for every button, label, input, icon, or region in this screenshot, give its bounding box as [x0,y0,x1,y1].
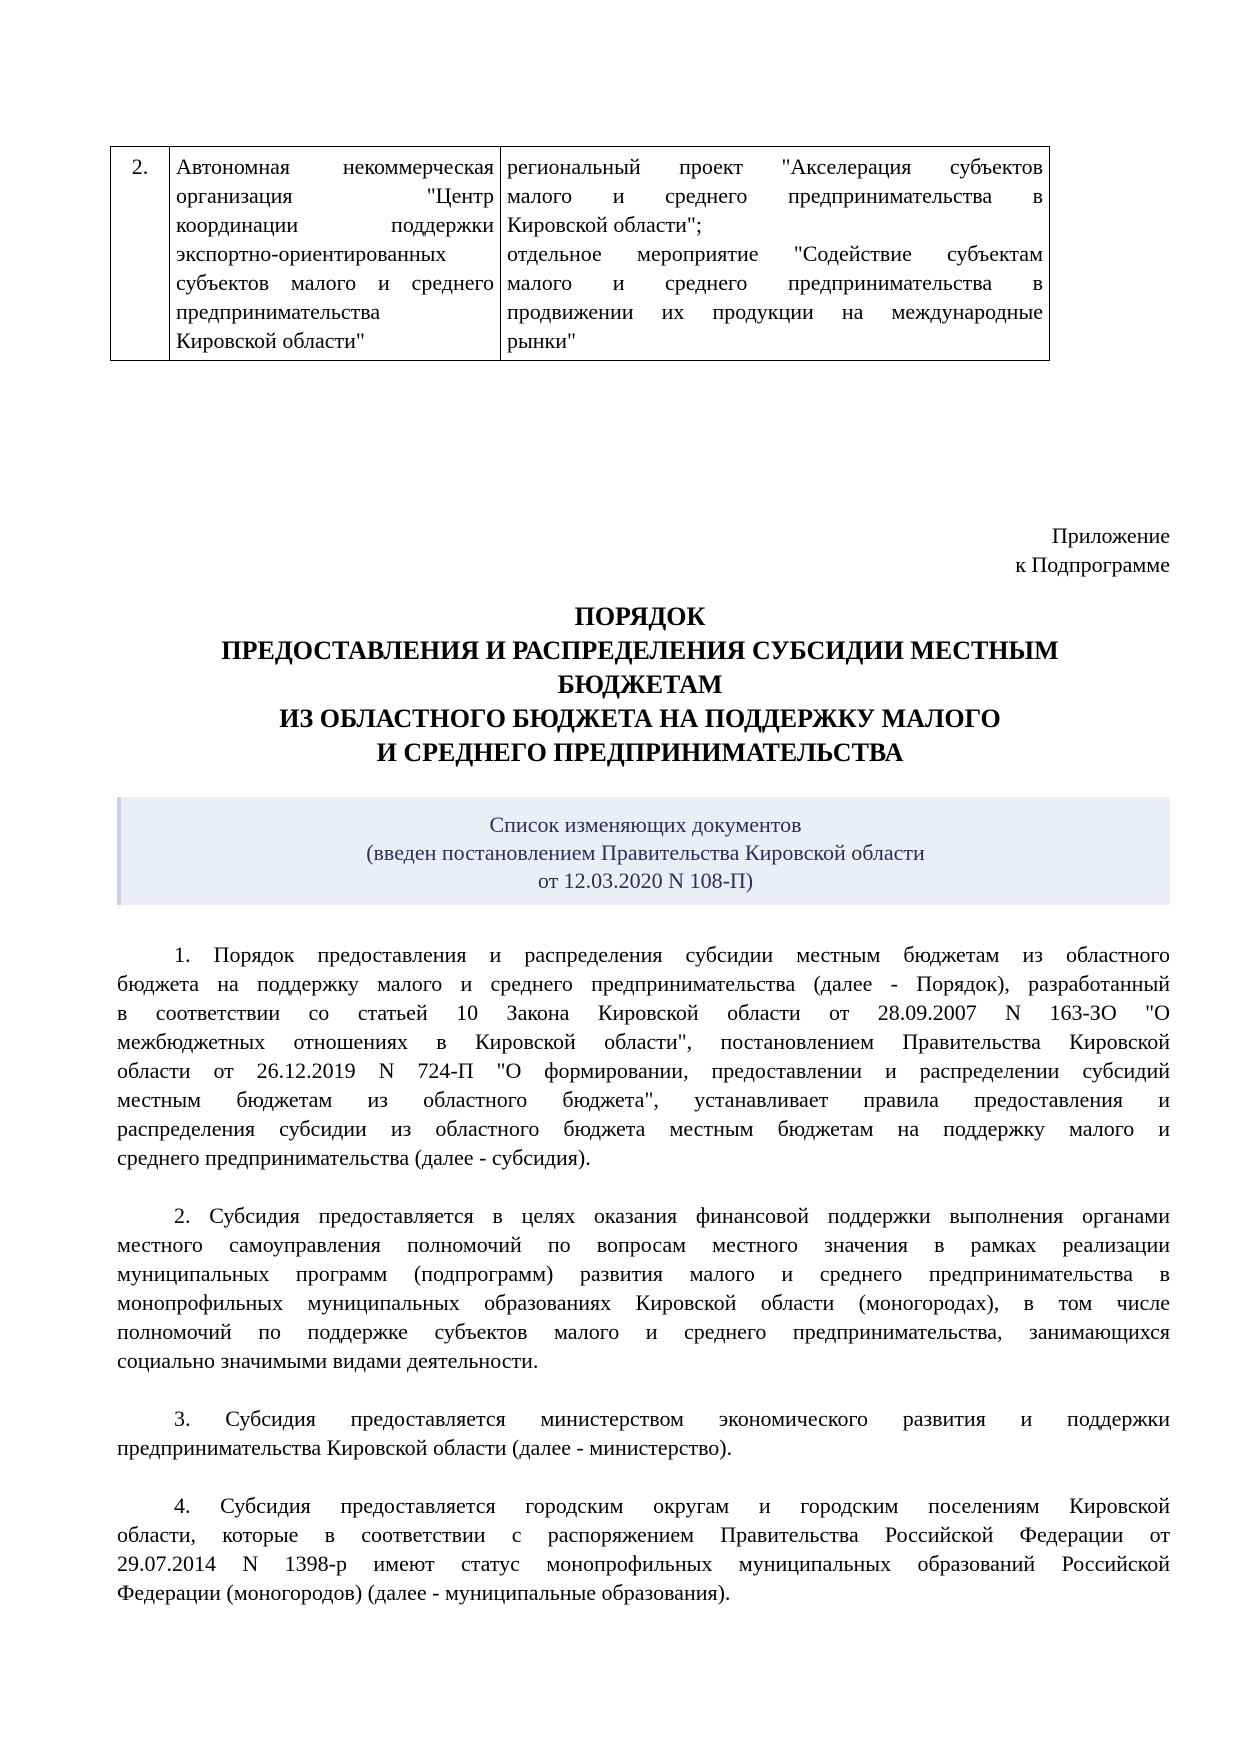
title-line: БЮДЖЕТАМ [557,670,723,699]
paragraph-line: распределения субсидии из областного бюджета местным бюджетам на поддержку малого и [117,1116,1170,1141]
title-line: ПРЕДОСТАВЛЕНИЯ И РАСПРЕДЕЛЕНИЯ СУБСИДИИ МЕСТНЫМ [221,636,1059,665]
project-line: продвижении их продукции на международные [507,299,1043,324]
paragraph-line: местным бюджетам из областного бюджета", устанавливает правила предоставления и [117,1087,1170,1112]
paragraph-1 [117,940,1170,1172]
organization-line: организация "Центр [176,183,494,208]
project-line: отдельное мероприятие "Содействие субъектам [507,241,1043,266]
project-line: рынки" [507,328,576,353]
paragraph-line: социально значимыми видами деятельности. [117,1348,539,1373]
amendments-box [117,797,1170,905]
project-line: Кировской области"; [507,212,702,237]
paragraph-line: бюджета на поддержку малого и среднего предпринимательства (далее - Порядок), разработанный [117,971,1170,996]
paragraph-line: области от 26.12.2019 N 724-П "О формировании, предоставлении и распределении субсидий [117,1058,1170,1083]
program-table [110,146,1050,361]
paragraph-line: 2. Субсидия предоставляется в целях оказания финансовой поддержки выполнения органами [174,1203,1170,1228]
appendix-line: к Подпрограмме [1015,552,1170,577]
project-line: малого и среднего предпринимательства в [507,270,1043,295]
document-title [110,600,1170,770]
paragraph-line: области, которые в соответствии с распоряжением Правительства Российской Федерации от [117,1522,1170,1547]
project-cell [501,147,1050,361]
paragraph-line: местного самоуправления полномочий по вопросам местного значения в рамках реализации [117,1232,1170,1257]
title-line: И СРЕДНЕГО ПРЕДПРИНИМАТЕЛЬСТВА [376,738,904,767]
table-row [111,147,1050,361]
paragraph-line: полномочий по поддержке субъектов малого и среднего предпринимательства, занимающихся [117,1319,1170,1344]
appendix-line: Приложение [1051,523,1170,548]
title-line: ПОРЯДОК [574,602,706,631]
paragraph-line: Федерации (моногородов) (далее - муниципальные образования). [117,1580,731,1605]
title-line: ИЗ ОБЛАСТНОГО БЮДЖЕТА НА ПОДДЕРЖКУ МАЛОГО [279,704,1001,733]
project-line: региональный проект "Акселерация субъектов [507,154,1043,179]
organization-line: субъектов малого и среднего [176,270,494,295]
amendments-line: от 12.03.2020 N 108-П) [537,868,754,893]
document-body [117,940,1170,1636]
paragraph-line: предпринимательства Кировской области (далее - министерство). [117,1435,733,1460]
paragraph-line: 3. Субсидия предоставляется министерством экономического развития и поддержки [174,1406,1170,1431]
paragraph-line: среднего предпринимательства (далее - субсидия). [117,1145,591,1170]
paragraph-3 [117,1404,1170,1462]
paragraph-line: муниципальных программ (подпрограмм) развития малого и среднего предпринимательства в [117,1261,1170,1286]
paragraph-2 [117,1201,1170,1375]
organization-line: Автономная некоммерческая [176,154,494,179]
organization-line: экспортно-ориентированных [176,241,447,266]
organization-line: предпринимательства [176,299,381,324]
paragraph-4 [117,1491,1170,1607]
amendments-line: (введен постановлением Правительства Кировской области [366,840,925,865]
appendix-header [1015,521,1170,579]
organization-cell [170,147,501,361]
amendments-heading: Список изменяющих документов [489,812,802,837]
paragraph-line: межбюджетных отношениях в Кировской области", постановлением Правительства Кировской [117,1029,1170,1054]
paragraph-line: 4. Субсидия предоставляется городским округам и городским поселениям Кировской [174,1493,1170,1518]
paragraph-line: 29.07.2014 N 1398-р имеют статус монопрофильных муниципальных образований Российской [117,1551,1170,1576]
organization-line: Кировской области" [176,328,365,353]
paragraph-line: 1. Порядок предоставления и распределения субсидии местным бюджетам из областного [174,942,1170,967]
paragraph-line: в соответствии со статьей 10 Закона Кировской области от 28.09.2007 N 163-ЗО "О [117,1000,1170,1025]
organization-line: координации поддержки [176,212,494,237]
paragraph-line: монопрофильных муниципальных образованиях Кировской области (моногородах), в том числе [117,1290,1170,1315]
row-number-cell: 2. [111,147,170,361]
project-line: малого и среднего предпринимательства в [507,183,1043,208]
